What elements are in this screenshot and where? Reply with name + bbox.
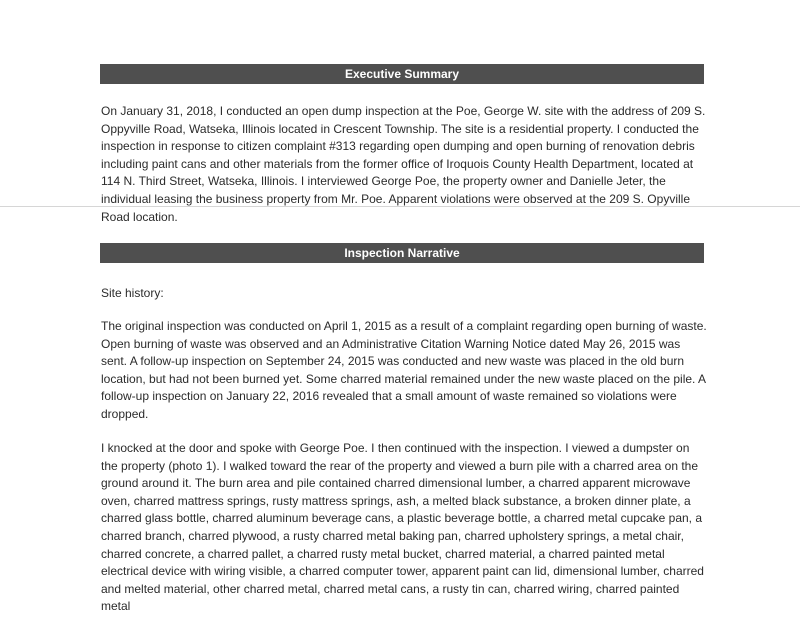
executive-summary-text: On January 31, 2018, I conducted an open dump inspection at the Poe, George W. site with the address of 209 S. Oppyville Road, Watseka, Illinois located in Crescent Township. The site is a residential property. I conducted the inspection in response to citizen complaint #313 regarding open dumping and open burning of renovation debris including paint cans and other materials from the former office of Iroquois County Health Department, located at 114 N. Third Street, Watseka, Illinois. I interviewed George Poe, the property owner and Danielle Jeter, the individual leasing the business property from Mr. Poe. Apparent violations were observed at the 209 S. Opyville Road location. <box>101 104 706 224</box>
site-history-paragraph: The original inspection was conducted on April 1, 2015 as a result of a complaint regarding open burning of waste. Open burning of waste was observed and an Administrative Citation Warning Notice dated May 26, 2015 was sent. A follow-up inspection on September 24, 2015 was conducted and new waste was placed in the old burn location, but had not been burned yet. Some charred material remained under the new waste placed on the pile. A follow-up inspection on January 22, 2016 revealed that a small amount of waste remained so violations were dropped. <box>101 319 707 421</box>
scan-fold-line <box>0 206 800 207</box>
inspection-narrative-heading: Inspection Narrative <box>100 243 704 263</box>
inspection-paragraph: I knocked at the door and spoke with George Poe. I then continued with the inspection. I viewed a dumpster on the property (photo 1). I walked toward the rear of the property and viewed a burn pile with a charred area on the ground around it. The burn area and pile contained charred dimensional lumber, a charred apparent microwave oven, charred mattress springs, rusty mattress springs, ash, a melted black substance, a broken dinner plate, a charred glass bottle, charred aluminum beverage cans, a plastic beverage bottle, a charred metal cupcake pan, a charred branch, charred plywood, a rusty charred metal baking pan, charred upholstery springs, a metal chair, charred concrete, a charred pallet, a charred rusty metal bucket, charred material, a charred painted metal electrical device with wiring visible, a charred computer tower, apparent paint can lid, dimensional lumber, charred and melted material, other charred metal, charred metal cans, a rusty tin can, charred wiring, charred painted metal <box>101 441 704 614</box>
site-history-label: Site history: <box>101 286 164 300</box>
executive-summary-heading: Executive Summary <box>100 64 704 84</box>
